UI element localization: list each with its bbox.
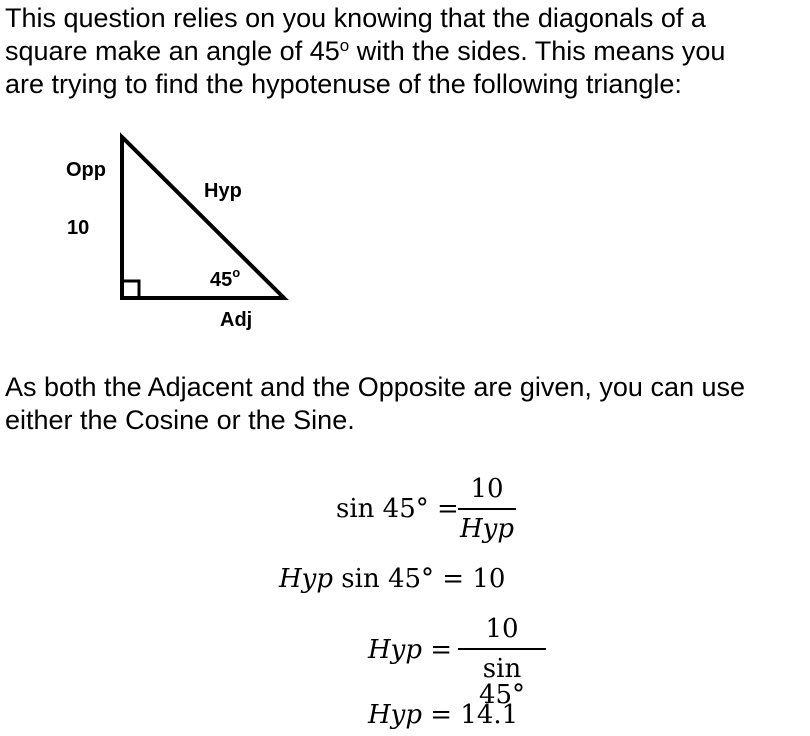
eq1-lhs: sin 45° =	[336, 494, 459, 524]
eq3-equals: =	[422, 635, 453, 665]
eq2-rest: sin 45° = 10	[333, 564, 506, 594]
intro-line-3: are trying to find the hypotenuse of the following triangle:	[5, 69, 682, 99]
explanation-paragraph	[5, 371, 745, 437]
eq3-fraction	[458, 616, 546, 708]
eq2	[279, 566, 505, 592]
eq3-lhs	[368, 637, 452, 663]
eq3-hyp: Hyp	[368, 635, 423, 665]
eq1-fraction	[458, 476, 516, 542]
intro-line-2-end: with the sides. This means you	[349, 36, 726, 66]
opp-value: 10	[67, 217, 90, 239]
eq4-rest: = 14.1	[422, 700, 519, 730]
degree-superscript: o	[339, 36, 350, 55]
eq1-denominator: Hyp	[459, 514, 514, 544]
eq1-numerator: 10	[470, 474, 504, 504]
explanation-line-2: either the Cosine or the Sine.	[5, 405, 355, 435]
eq4	[368, 702, 518, 728]
hyp-label: Hyp	[204, 180, 242, 202]
angle-value: 45	[210, 269, 233, 291]
eq3-numerator: 10	[485, 614, 519, 644]
adj-label: Adj	[220, 309, 253, 331]
angle-degree: o	[232, 265, 241, 280]
intro-line-1: This question relies on you knowing that the diagonals of a	[5, 3, 706, 33]
eq4-hyp: Hyp	[368, 700, 423, 730]
angle-label	[210, 265, 240, 291]
eq2-hyp: Hyp	[279, 564, 334, 594]
right-angle-marker	[122, 281, 139, 298]
right-triangle	[122, 137, 284, 298]
eq3-denominator: sin 45°	[478, 654, 526, 710]
explanation-line-1: As both the Adjacent and the Opposite are given, you can use	[5, 372, 746, 402]
intro-line-2-start: square make an angle of 45	[5, 36, 340, 66]
opp-label: Opp	[66, 159, 106, 181]
